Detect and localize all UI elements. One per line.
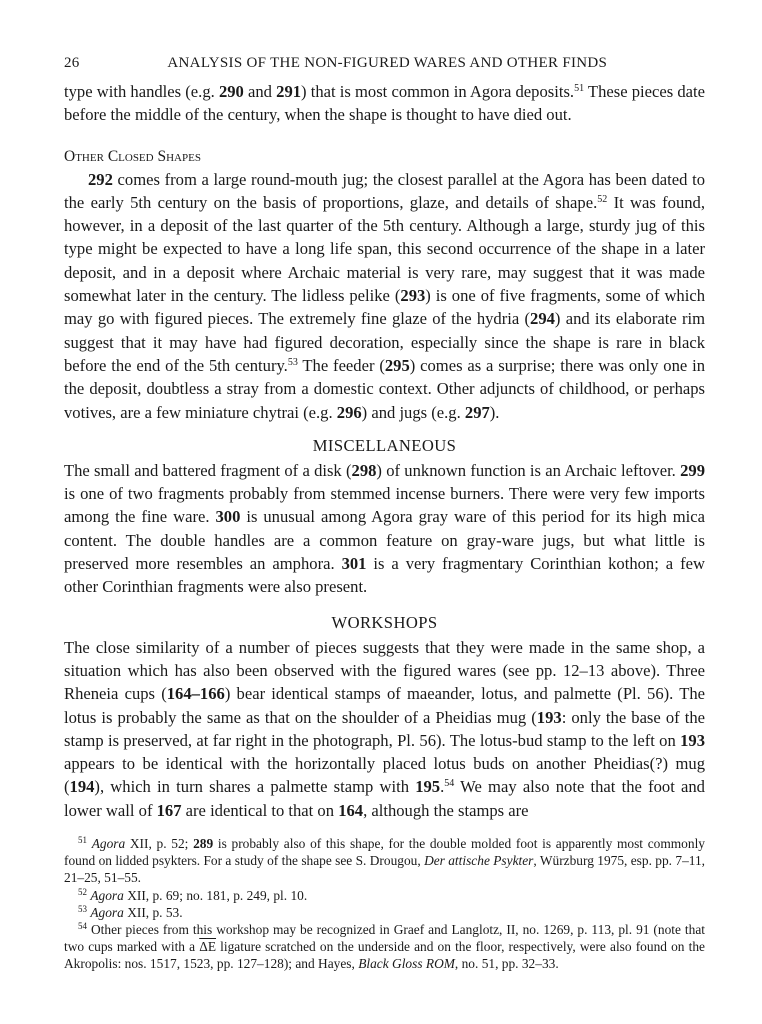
section-heading-miscellaneous: MISCELLANEOUS	[312, 435, 457, 455]
paragraph-closed-shapes: 292 comes from a large round-mouth jug; the closest parallel at the Agora has been dated to the early 5th century on the basis of proportions, glaze, and details of shape.$^{52}$ It was found, however, in a deposit of the last quarter of the 5th century. Although a large, sturdy jug of this type might be expected to have a long life span, this second occurrence of the shape in a later deposit, and in a deposit where Archaic material is very rare, may suggest that it was made somewhat later in the century. The lidless pelike (293) is one of five fragments, some of which may go with figured pieces. The extremely fine glaze of the hydria (294) and its elaborate rim suggest that it may have had figured decoration, especially since the shape is rare in black before the end of the 5th century.$^{53}$ The feeder (295) comes as a surprise; there was only one in the deposit, doubtless a stray from a domestic context. Other adjuncts of childhood, or perhaps votives, are a few miniature chytrai (e.g. 296) and jugs (e.g. 297).	[64, 169, 706, 422]
section-heading-workshops: WORKSHOPS	[331, 612, 438, 632]
paragraph-intro: type with handles (e.g. 290 and 291) that is most common in Agora deposits.$^{51}$ These pieces date before the middle of the century, when the shape is thought to have died out.	[64, 82, 705, 125]
footnote-52: $^{52}$ Agora XII, p. 69; no. 181, p. 249, pl. 10.	[78, 886, 308, 903]
page	[64, 52, 705, 973]
running-header	[64, 52, 705, 74]
footnote-ref-54[interactable]: 54	[444, 778, 455, 790]
footnote-51: $^{51}$ Agora XII, p. 52; 289 is probably also of this shape, for the double molded foot is apparently most commonly found on lidded psykters. For a study of the shape see S. Drougou, Der attische Psykter, Würzburg 1975, esp. pp. 7–11, 21–25, 51–55.	[64, 835, 706, 886]
running-title: ANALYSIS OF THE NON-FIGURED WARES AND OTHER FINDS	[167, 55, 608, 71]
paragraph-workshops: The close similarity of a number of pieces suggests that they were made in the same shop, a situation which has also been observed with the figured wares (see pp. 12–13 above). Three Rheneia cups (164–166) bear identical stamps of maeander, lotus, and palmette (Pl. 56). The lotus is probably the same as that on the shoulder of a Pheidias mug (193: only the base of the stamp is preserved, at far right in the photograph, Pl. 56). The lotus-bud stamp to the left on 193 appears to be identical with the horizontally placed lotus buds on another Pheidias(?) mug (194), which in turn shares a palmette stamp with 195.54 We may also note that the foot and lower wall of 167 are identical to that on 164, although the stamps are	[64, 637, 705, 820]
footnotes	[64, 835, 705, 973]
page-number: 26	[64, 55, 80, 71]
footnote-53: $^{53}$ Agora XII, p. 53.	[78, 903, 183, 920]
footnote-ref-52[interactable]: 52	[597, 193, 608, 205]
footnote-54: $^{54}$ Other pieces from this workshop may be recognized in Graef and Langlotz, II, no. 1269, p. 113, pl. 91 (note that two cups marked with a $\overline{\Delta E}$ ligature scratched on the underside and on the floor, respectively, were also found on the Akropolis: nos. 1517, 1523, pp. 127–128); and Hayes, Black Gloss ROM, no. 51, pp. 32–33.	[64, 921, 705, 972]
delta-epsilon-ligature: $\overline{\Delta E}$	[199, 939, 217, 955]
footnote-ref-53[interactable]: 53	[287, 356, 298, 368]
paragraph-miscellaneous: The small and battered fragment of a disk (298) of unknown function is an Archaic leftover. 299 is one of two fragments probably from stemmed incense burners. There were very few imports among the fine ware. 300 is unusual among Agora gray ware of this period for its high mica content. The double handles are a common feature on gray-ware jugs, but what little is preserved more resembles an amphora. 301 is a very fragmentary Corinthian kothon; a few other Corinthian fragments were also present.	[64, 460, 705, 597]
subheading-other-closed-shapes: Other Closed Shapes	[64, 147, 201, 165]
footnote-ref-51[interactable]: 51	[574, 83, 585, 94]
